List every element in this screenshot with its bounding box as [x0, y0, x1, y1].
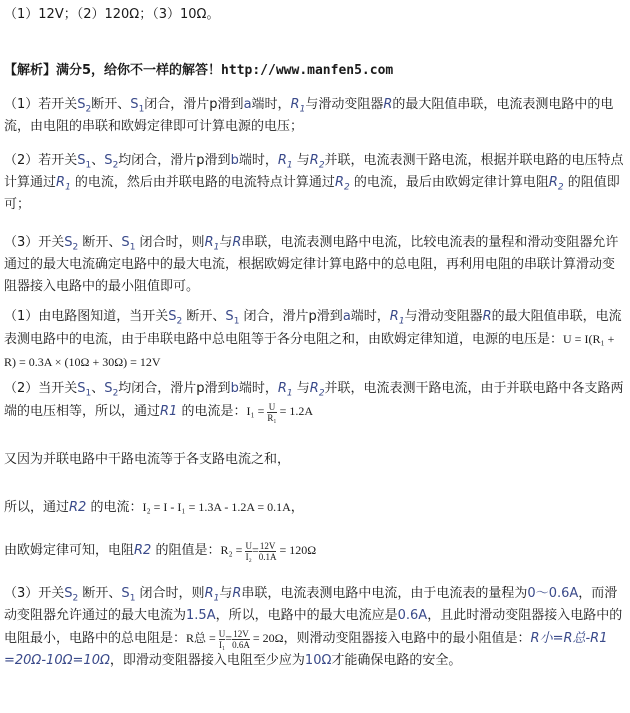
text: ，而滑动变阻器允许通过的最大电流为 — [4, 586, 618, 623]
text: ，则滑动变阻器接入电路中的最小阻值是： — [283, 631, 531, 646]
text: 断开、 — [91, 97, 131, 112]
text: 才能确保电路的安全。 — [331, 653, 462, 668]
sym-r2: R2 — [134, 543, 152, 558]
current-range: 0～0.6A — [527, 586, 579, 601]
sym-r1: $R_1$ — [389, 309, 405, 327]
text: 的阻值即可； — [4, 175, 620, 212]
text: 端时， — [238, 153, 278, 168]
sym-r2: $R_2$ — [334, 175, 350, 193]
sym-s2: $S_2$ — [104, 153, 119, 171]
fraction: $\frac{U}{\text{R₁}}$ — [267, 401, 277, 423]
sym-a: a — [243, 97, 252, 112]
i2-formula: I₂ = I - I₁ = 1.3A - 1.2A = 0.1A — [142, 500, 291, 514]
text: 的最大阻值串联，电流表测电路中的电流，由电阻的串联和欧姆定律即可计算电源的电压； — [4, 97, 614, 134]
text: （1）若开关 — [4, 97, 78, 112]
solution-6 — [4, 583, 626, 672]
text: 由欧姆定律可知，电阻 — [4, 543, 135, 558]
text: 所以，通过 — [4, 500, 70, 515]
text: 均闭合，滑片p滑到 — [118, 381, 231, 396]
r2-formula: R₂ = $\frac{U}{\text{I₂}}$ = $\frac{12V}{0.1A}$ = 120Ω — [220, 540, 317, 562]
circuit-max-current: 0.6A — [397, 608, 428, 623]
i1-formula: I₁ = $\frac{U}{\text{R₁}}$ = 1.2A — [246, 401, 313, 423]
sym-s2: $S_2$ — [168, 309, 183, 327]
text: ，且此时滑动变阻器接入电路中的电阻最小，电路中的总电阻是： — [4, 608, 623, 646]
text: 、 — [91, 153, 105, 168]
text: 与滑动变阻器 — [404, 309, 483, 324]
sym-r: R — [232, 235, 242, 250]
text: 的电流： — [86, 500, 143, 515]
text: 端时， — [238, 381, 278, 396]
total-r-formula: R总 = $\frac{U}{\text{I₁}}$ = $\frac{12V}{0.6A}$ = 20Ω — [186, 628, 284, 650]
site-url[interactable]: http://www.manfen5.com — [221, 63, 394, 78]
sym-r1: R1 — [160, 404, 178, 419]
text: （3）开关 — [4, 586, 65, 601]
sym-s2: $S_2$ — [104, 381, 119, 399]
sym-r2: R2 — [69, 500, 87, 515]
text: 的阻值是： — [151, 543, 221, 558]
sym-r: R — [232, 586, 242, 601]
jiexi-header — [4, 60, 626, 82]
analysis-p2 — [4, 150, 626, 216]
text: 闭合，滑片p滑到 — [144, 97, 244, 112]
sym-r1: $R_1$ — [277, 381, 293, 399]
fraction: $\frac{U}{\text{I₁}}$ — [218, 628, 226, 650]
sym-s1: $S_1$ — [77, 381, 92, 399]
min-r-calc: R小=R总-R1 =20Ω-10Ω=10Ω — [4, 631, 608, 668]
text: 与 — [219, 586, 233, 601]
sym-r: R — [383, 97, 393, 112]
sym-s1: $S_1$ — [121, 235, 136, 253]
sym-s2: $S_2$ — [77, 97, 92, 115]
fraction: $\frac{12V}{0.6A}$ — [232, 628, 250, 650]
sym-r2: $R_2$ — [548, 175, 564, 193]
min-resistance: 10Ω — [304, 653, 332, 668]
text: 闭合，滑片p滑到 — [239, 309, 343, 324]
sym-s1: $S_1$ — [77, 153, 92, 171]
text: 闭合时，则 — [135, 235, 205, 250]
fraction: $\frac{12V}{0.1A}$ — [258, 540, 277, 562]
text: 串联，电流表测电路中电流，比较电流表的量程和滑动变阻器允许通过的最大电流确定电路中的最大电流，根据欧姆定律计算电路中的总电阻，再利用电阻的串联计算滑动变阻器接入电路中的最小阻值即可。 — [4, 235, 619, 294]
solution-1 — [4, 306, 626, 374]
max-current: 1.5A — [186, 608, 216, 623]
sym-b: b — [230, 381, 239, 396]
text: （3）开关 — [4, 235, 65, 250]
text: ，所以，电路中的最大电流应是 — [215, 608, 398, 623]
text: 端时， — [251, 97, 291, 112]
sym-s1: $S_1$ — [121, 586, 136, 604]
text: 与 — [292, 153, 310, 168]
sym-r1: $R_1$ — [204, 235, 220, 253]
text: 断开、 — [78, 235, 122, 250]
solution-2 — [4, 378, 626, 423]
jiexi-label: 【解析】满分5，给你不一样的解答！ — [4, 63, 222, 78]
text: 均闭合，滑片p滑到 — [118, 153, 231, 168]
text: 的最大阻值串联，电流表测电路中的电流，由于串联电路中总电阻等于各分电阻之和，由欧姆定律知道，电源的电压是： — [4, 309, 622, 347]
sym-r1: $R_1$ — [290, 97, 306, 115]
text: 与 — [292, 381, 310, 396]
sym-s1: $S_1$ — [225, 309, 240, 327]
text: 的电流，最后由欧姆定律计算电阻 — [349, 175, 549, 190]
text: 闭合时，则 — [135, 586, 205, 601]
sym-r2: $R_2$ — [309, 153, 325, 171]
sym-b: b — [230, 153, 239, 168]
sym-r1: $R_1$ — [204, 586, 220, 604]
sym-s1: $S_1$ — [130, 97, 145, 115]
text: 并联，电流表测干路电流，由于并联电路中各支路两端的电压相等，所以，通过 — [4, 381, 624, 419]
solution-3: 又因为并联电路中干路电流等于各支路电流之和， — [4, 452, 291, 467]
text: ， — [290, 500, 304, 515]
text: 断开、 — [182, 309, 226, 324]
text: 与 — [219, 235, 233, 250]
text: 的电流是： — [177, 404, 247, 419]
sym-s2: $S_2$ — [64, 235, 79, 253]
text: （1）由电路图知道，当开关 — [4, 309, 169, 324]
sym-r2: $R_2$ — [309, 381, 325, 399]
analysis-p1 — [4, 94, 626, 138]
solution-5 — [4, 539, 626, 562]
solution-4 — [4, 496, 626, 519]
sym-a: a — [342, 309, 351, 324]
voltage-formula: U = I(R₁ + R) = 0.3A × (10Ω + 30Ω) = 12V — [4, 332, 615, 369]
text: （2）当开关 — [4, 381, 78, 396]
analysis-p3 — [4, 232, 626, 298]
answer-line: （1）12V；（2）120Ω；（3）10Ω。 — [4, 7, 220, 22]
text: ，即滑动变阻器接入电阻至少应为 — [109, 653, 305, 668]
text: （2）若开关 — [4, 153, 78, 168]
text: 端时， — [350, 309, 390, 324]
text: 并联，电流表测干路电流，根据并联电路的电压特点计算通过 — [4, 153, 624, 190]
text: 、 — [91, 381, 105, 396]
sym-s2: $S_2$ — [64, 586, 79, 604]
text: 的电流，然后由并联电路的电流特点计算通过 — [70, 175, 335, 190]
text: 串联，电流表测电路中电流，由于电流表的量程为 — [241, 586, 528, 601]
text: 断开、 — [78, 586, 122, 601]
sym-r: R — [482, 309, 492, 324]
sym-r1: $R_1$ — [277, 153, 293, 171]
sym-r1: $R_1$ — [56, 175, 71, 193]
fraction: $\frac{U}{\text{I₂}}$ — [245, 540, 252, 562]
text: 与滑动变阻器 — [305, 97, 384, 112]
